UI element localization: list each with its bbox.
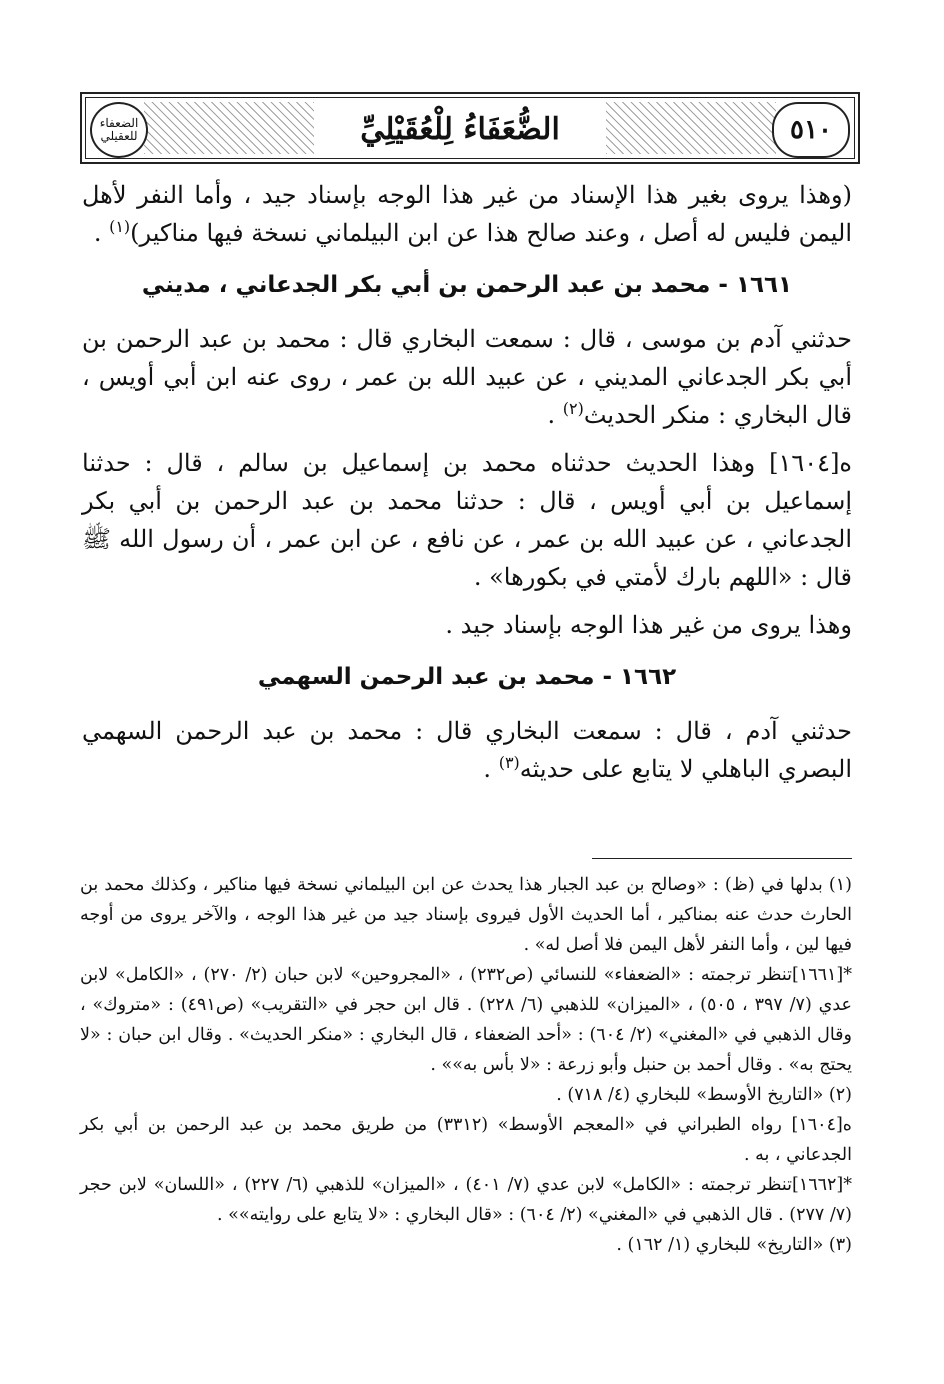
paragraph-2: حدثني آدم بن موسى ، قال : سمعت البخاري قال : محمد بن عبد الرحمن بن أبي بكر الجدعاني المديني ، عن عبيد الله بن عمر ، روى عنه ابن أبي أويس ، قال البخاري : منكر الحديث$^{(٢)}$ .	[82, 325, 852, 429]
ornament-right	[606, 102, 776, 154]
page-number: ٥١٠	[772, 102, 850, 158]
footnote-separator	[592, 858, 852, 859]
footnote-1662: *[١٦٦٢]تنظر ترجمته : «الكامل» لابن عدي (٧/ ٤٠١) ، «الميزان» للذهبي (٦/ ٢٢٧) ، «اللسان» لابن حجر (٧/ ٢٧٧) . قال الذهبي في «المغني» (٢/ ٦٠٤) : «قال البخاري : «لا يتابع على روايته»» .	[80, 1175, 852, 1225]
paragraph-4: وهذا يروى من غير هذا الوجه بإسناد جيد .	[445, 611, 852, 639]
footnote-ref-1: (١)	[109, 217, 131, 236]
main-text	[82, 176, 852, 798]
footnote-1: (١) بدلها في (ظ) : «وصالح بن عبد الجبار هذا يحدث عن ابن البيلماني نسخة فيها مناكير ، وكذلك محمد بن الحارث حدث عنه بمناكير ، أما الحديث الأول فيروى بإسناد جيد من غير هذا الوجه ، والآخر يروى من أوجه فيها لين ، وأما النفر لأهل اليمن فلا أصل له» .	[80, 875, 852, 955]
page-header	[80, 92, 860, 164]
entry-heading-1661: ١٦٦١ - محمد بن عبد الرحمن بن أبي بكر الجدعاني ، مديني	[141, 272, 793, 298]
ornament-left	[144, 102, 314, 154]
entry-heading-1662: ١٦٦٢ - محمد بن عبد الرحمن السهمي	[257, 664, 677, 690]
title-emblem: الضعفاء للعقيلي	[90, 102, 148, 158]
paragraph-3: ه[١٦٠٤] وهذا الحديث حدثناه محمد بن إسماعيل بن سالم ، قال : حدثنا إسماعيل بن أبي أويس ، قال : حدثنا محمد بن عبد الرحمن بن أبي بكر الجدعاني ، عن عبيد الله بن عمر ، عن نافع ، عن ابن عمر ، أن رسول الله ﷺ قال : «اللهم بارك لأمتي في بكورها» .	[82, 449, 852, 591]
footnote-2: (٢) «التاريخ الأوسط» للبخاري (٤/ ٧١٨) .	[556, 1085, 852, 1105]
footnote-1604: ه[١٦٠٤] رواه الطبراني في «المعجم الأوسط» (٣٣١٢) من طريق محمد بن عبد الرحمن بن أبي بكر الجدعاني ، به .	[80, 1115, 852, 1165]
footnote-ref-3: (٣)	[498, 753, 520, 772]
footnotes	[80, 870, 852, 1260]
paragraph-1: (وهذا يروى بغير هذا الإسناد من غير هذا الوجه بإسناد جيد ، وأما النفر لأهل اليمن فليس له أصل ، وعند صالح هذا عن ابن البيلماني نسخة فيها مناكير)$^{(١)}$ .	[82, 181, 852, 247]
paragraph-5: حدثني آدم ، قال : سمعت البخاري قال : محمد بن عبد الرحمن السهمي البصري الباهلي لا يتابع على حديثه$^{(٣)}$ .	[82, 717, 852, 783]
footnote-ref-2: (٢)	[562, 399, 584, 418]
footnote-1661: *[١٦٦١]تنظر ترجمته : «الضعفاء» للنسائي (ص٢٣٢) ، «المجروحين» لابن حبان (٢/ ٢٧٠) ، «الكامل» لابن عدي (٧/ ٣٩٧ ، ٥٠٥) ، «الميزان» للذهبي (٦/ ٢٢٨) . قال ابن حجر في «التقريب» (ص٤٩١) : «متروك» ، وقال الذهبي في «المغني» (٢/ ٦٠٤) : «أحد الضعفاء ، قال البخاري : «منكر الحديث» . وقال ابن حبان : «لا يحتج به» . وقال أحمد بن حنبل وأبو زرعة : «لا بأس به»» .	[80, 965, 852, 1075]
book-title: الضُّعَفَاءُ لِلْعُقَيْلِيِّ	[322, 104, 598, 154]
footnote-3: (٣) «التاريخ» للبخاري (١/ ١٦٢) .	[616, 1235, 852, 1255]
